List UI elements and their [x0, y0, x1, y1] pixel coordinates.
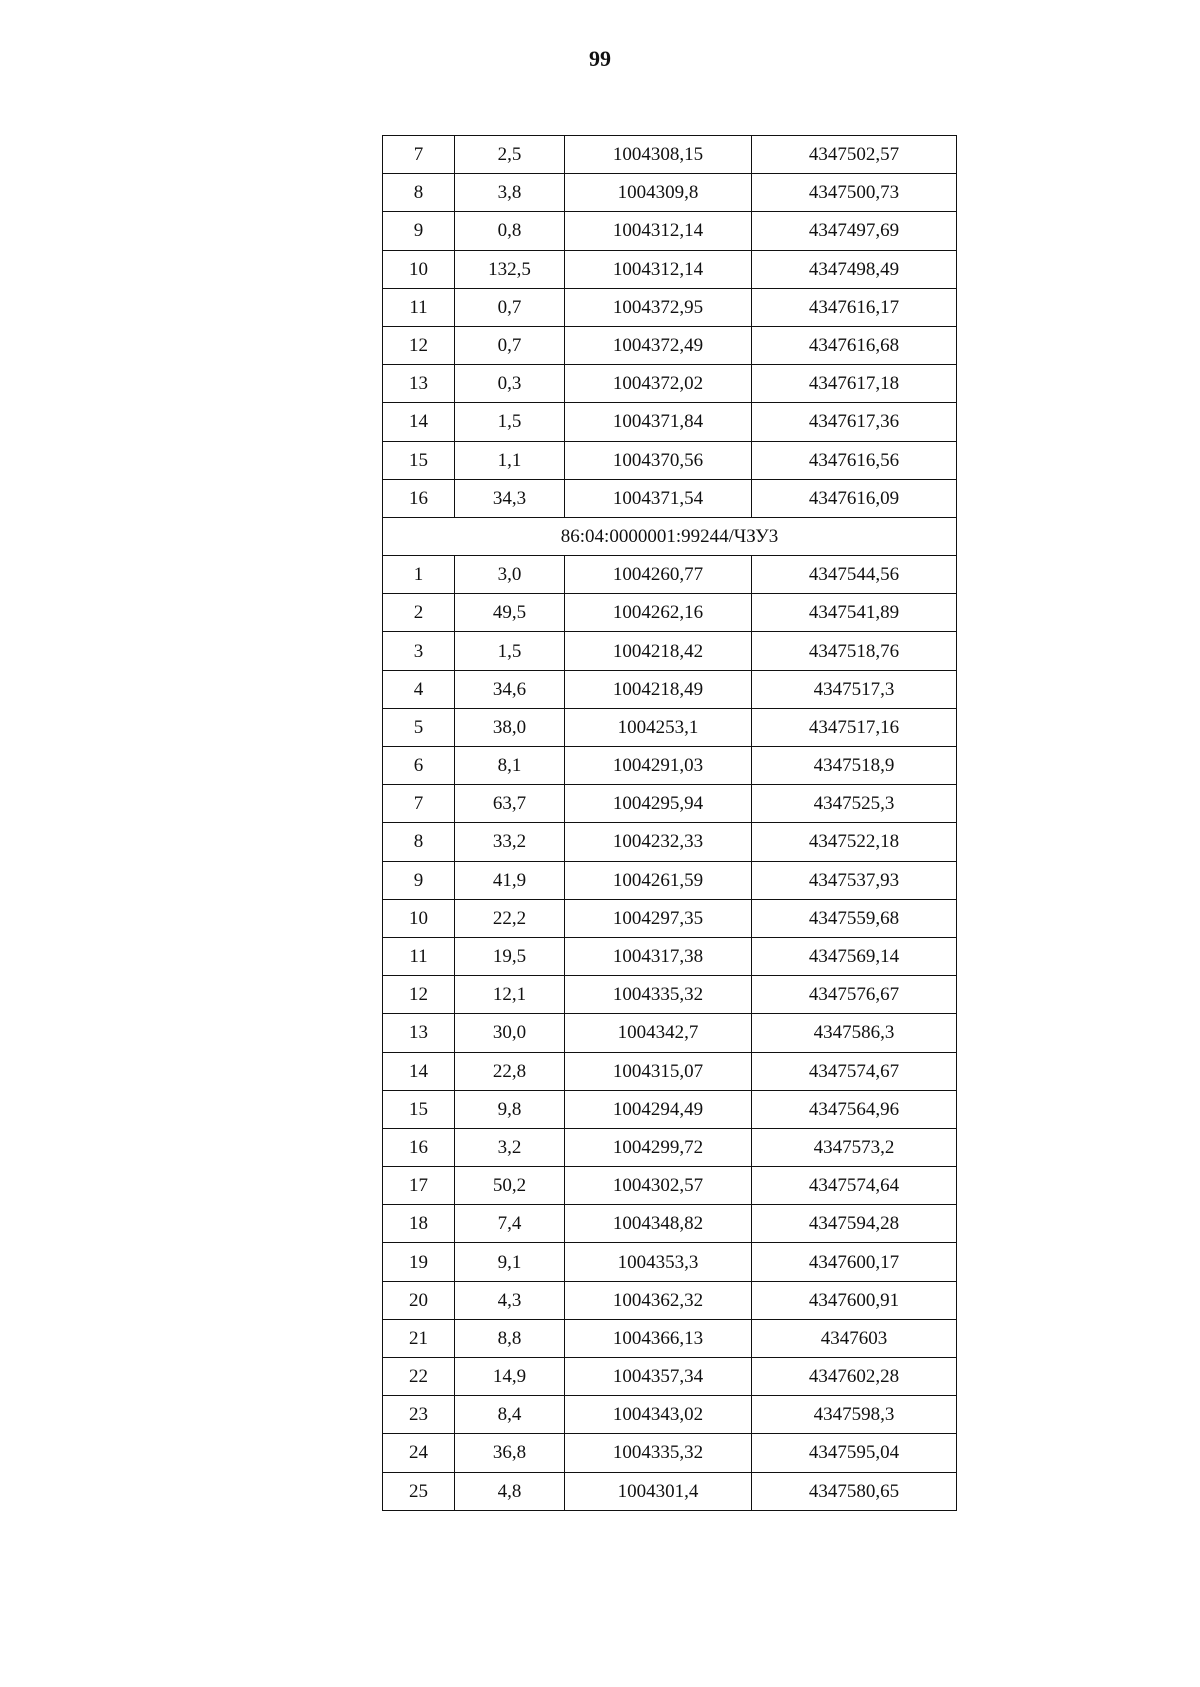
table-row [383, 1167, 957, 1205]
distance-cell: 19,5 [455, 937, 565, 975]
point-number-cell: 14 [383, 403, 455, 441]
y-coordinate-cell: 4347544,56 [752, 556, 957, 594]
x-coordinate-cell: 1004309,8 [565, 174, 752, 212]
distance-cell: 22,8 [455, 1052, 565, 1090]
point-number-cell: 5 [383, 708, 455, 746]
table-row [383, 1014, 957, 1052]
y-coordinate-cell: 4347602,28 [752, 1358, 957, 1396]
point-number-cell: 19 [383, 1243, 455, 1281]
y-coordinate-cell: 4347603 [752, 1319, 957, 1357]
table-row [383, 174, 957, 212]
point-number-cell: 7 [383, 785, 455, 823]
y-coordinate-cell: 4347522,18 [752, 823, 957, 861]
point-number-cell: 8 [383, 823, 455, 861]
point-number-cell: 11 [383, 937, 455, 975]
point-number-cell: 10 [383, 899, 455, 937]
x-coordinate-cell: 1004343,02 [565, 1396, 752, 1434]
distance-cell: 34,6 [455, 670, 565, 708]
point-number-cell: 9 [383, 212, 455, 250]
x-coordinate-cell: 1004312,14 [565, 212, 752, 250]
table-row [383, 403, 957, 441]
table-row [383, 632, 957, 670]
distance-cell: 9,1 [455, 1243, 565, 1281]
table-row [383, 708, 957, 746]
point-number-cell: 20 [383, 1281, 455, 1319]
y-coordinate-cell: 4347594,28 [752, 1205, 957, 1243]
distance-cell: 36,8 [455, 1434, 565, 1472]
table-row [383, 441, 957, 479]
point-number-cell: 16 [383, 1128, 455, 1166]
point-number-cell: 6 [383, 747, 455, 785]
point-number-cell: 7 [383, 136, 455, 174]
x-coordinate-cell: 1004335,32 [565, 1434, 752, 1472]
section-header-row [383, 517, 957, 555]
x-coordinate-cell: 1004312,14 [565, 250, 752, 288]
x-coordinate-cell: 1004297,35 [565, 899, 752, 937]
y-coordinate-cell: 4347517,3 [752, 670, 957, 708]
distance-cell: 2,5 [455, 136, 565, 174]
x-coordinate-cell: 1004291,03 [565, 747, 752, 785]
table-row [383, 823, 957, 861]
distance-cell: 3,2 [455, 1128, 565, 1166]
distance-cell: 0,7 [455, 326, 565, 364]
table-row [383, 479, 957, 517]
table-row [383, 1281, 957, 1319]
distance-cell: 30,0 [455, 1014, 565, 1052]
x-coordinate-cell: 1004253,1 [565, 708, 752, 746]
x-coordinate-cell: 1004262,16 [565, 594, 752, 632]
y-coordinate-cell: 4347525,3 [752, 785, 957, 823]
distance-cell: 14,9 [455, 1358, 565, 1396]
table-row [383, 1052, 957, 1090]
distance-cell: 50,2 [455, 1167, 565, 1205]
x-coordinate-cell: 1004372,49 [565, 326, 752, 364]
distance-cell: 4,8 [455, 1472, 565, 1510]
x-coordinate-cell: 1004317,38 [565, 937, 752, 975]
table-row [383, 785, 957, 823]
table-row [383, 1358, 957, 1396]
y-coordinate-cell: 4347502,57 [752, 136, 957, 174]
y-coordinate-cell: 4347564,96 [752, 1090, 957, 1128]
point-number-cell: 25 [383, 1472, 455, 1510]
table-row [383, 1396, 957, 1434]
table-row [383, 1319, 957, 1357]
distance-cell: 34,3 [455, 479, 565, 517]
distance-cell: 33,2 [455, 823, 565, 861]
y-coordinate-cell: 4347616,68 [752, 326, 957, 364]
distance-cell: 0,8 [455, 212, 565, 250]
point-number-cell: 15 [383, 1090, 455, 1128]
table-row [383, 1243, 957, 1281]
table-row [383, 594, 957, 632]
point-number-cell: 13 [383, 1014, 455, 1052]
point-number-cell: 10 [383, 250, 455, 288]
x-coordinate-cell: 1004348,82 [565, 1205, 752, 1243]
x-coordinate-cell: 1004294,49 [565, 1090, 752, 1128]
table-row [383, 365, 957, 403]
distance-cell: 0,7 [455, 288, 565, 326]
table-row [383, 288, 957, 326]
table-row [383, 250, 957, 288]
y-coordinate-cell: 4347600,17 [752, 1243, 957, 1281]
x-coordinate-cell: 1004371,54 [565, 479, 752, 517]
point-number-cell: 12 [383, 976, 455, 1014]
y-coordinate-cell: 4347559,68 [752, 899, 957, 937]
y-coordinate-cell: 4347537,93 [752, 861, 957, 899]
table-row [383, 1434, 957, 1472]
point-number-cell: 17 [383, 1167, 455, 1205]
table-row [383, 1472, 957, 1510]
distance-cell: 9,8 [455, 1090, 565, 1128]
point-number-cell: 1 [383, 556, 455, 594]
y-coordinate-cell: 4347616,17 [752, 288, 957, 326]
table-row [383, 1205, 957, 1243]
y-coordinate-cell: 4347617,18 [752, 365, 957, 403]
x-coordinate-cell: 1004218,49 [565, 670, 752, 708]
y-coordinate-cell: 4347600,91 [752, 1281, 957, 1319]
point-number-cell: 18 [383, 1205, 455, 1243]
table-row [383, 212, 957, 250]
point-number-cell: 8 [383, 174, 455, 212]
coordinates-table [382, 135, 957, 1511]
y-coordinate-cell: 4347500,73 [752, 174, 957, 212]
x-coordinate-cell: 1004372,02 [565, 365, 752, 403]
distance-cell: 0,3 [455, 365, 565, 403]
table-row [383, 1090, 957, 1128]
x-coordinate-cell: 1004342,7 [565, 1014, 752, 1052]
y-coordinate-cell: 4347518,76 [752, 632, 957, 670]
y-coordinate-cell: 4347498,49 [752, 250, 957, 288]
x-coordinate-cell: 1004302,57 [565, 1167, 752, 1205]
distance-cell: 41,9 [455, 861, 565, 899]
x-coordinate-cell: 1004353,3 [565, 1243, 752, 1281]
point-number-cell: 24 [383, 1434, 455, 1472]
x-coordinate-cell: 1004371,84 [565, 403, 752, 441]
point-number-cell: 13 [383, 365, 455, 403]
distance-cell: 8,8 [455, 1319, 565, 1357]
y-coordinate-cell: 4347616,09 [752, 479, 957, 517]
point-number-cell: 12 [383, 326, 455, 364]
x-coordinate-cell: 1004301,4 [565, 1472, 752, 1510]
x-coordinate-cell: 1004315,07 [565, 1052, 752, 1090]
distance-cell: 49,5 [455, 594, 565, 632]
y-coordinate-cell: 4347580,65 [752, 1472, 957, 1510]
y-coordinate-cell: 4347576,67 [752, 976, 957, 1014]
point-number-cell: 21 [383, 1319, 455, 1357]
y-coordinate-cell: 4347574,67 [752, 1052, 957, 1090]
distance-cell: 1,1 [455, 441, 565, 479]
y-coordinate-cell: 4347497,69 [752, 212, 957, 250]
table-row [383, 861, 957, 899]
distance-cell: 1,5 [455, 632, 565, 670]
point-number-cell: 14 [383, 1052, 455, 1090]
x-coordinate-cell: 1004308,15 [565, 136, 752, 174]
table-row [383, 1128, 957, 1166]
point-number-cell: 4 [383, 670, 455, 708]
table-row [383, 326, 957, 364]
x-coordinate-cell: 1004295,94 [565, 785, 752, 823]
point-number-cell: 15 [383, 441, 455, 479]
x-coordinate-cell: 1004362,32 [565, 1281, 752, 1319]
y-coordinate-cell: 4347598,3 [752, 1396, 957, 1434]
distance-cell: 4,3 [455, 1281, 565, 1319]
y-coordinate-cell: 4347541,89 [752, 594, 957, 632]
coordinates-table-body [383, 136, 957, 1511]
distance-cell: 8,1 [455, 747, 565, 785]
table-row [383, 136, 957, 174]
x-coordinate-cell: 1004218,42 [565, 632, 752, 670]
x-coordinate-cell: 1004260,77 [565, 556, 752, 594]
x-coordinate-cell: 1004299,72 [565, 1128, 752, 1166]
x-coordinate-cell: 1004372,95 [565, 288, 752, 326]
distance-cell: 12,1 [455, 976, 565, 1014]
point-number-cell: 3 [383, 632, 455, 670]
distance-cell: 22,2 [455, 899, 565, 937]
y-coordinate-cell: 4347517,16 [752, 708, 957, 746]
point-number-cell: 11 [383, 288, 455, 326]
distance-cell: 63,7 [455, 785, 565, 823]
y-coordinate-cell: 4347518,9 [752, 747, 957, 785]
page-number: 99 [589, 46, 611, 71]
x-coordinate-cell: 1004370,56 [565, 441, 752, 479]
table-row [383, 556, 957, 594]
point-number-cell: 9 [383, 861, 455, 899]
cadastral-number-header: 86:04:0000001:99244/ЧЗУ3 [383, 517, 957, 555]
table-row [383, 670, 957, 708]
table-row [383, 937, 957, 975]
y-coordinate-cell: 4347616,56 [752, 441, 957, 479]
table-row [383, 747, 957, 785]
distance-cell: 8,4 [455, 1396, 565, 1434]
x-coordinate-cell: 1004366,13 [565, 1319, 752, 1357]
point-number-cell: 2 [383, 594, 455, 632]
y-coordinate-cell: 4347595,04 [752, 1434, 957, 1472]
distance-cell: 3,0 [455, 556, 565, 594]
y-coordinate-cell: 4347574,64 [752, 1167, 957, 1205]
x-coordinate-cell: 1004357,34 [565, 1358, 752, 1396]
point-number-cell: 23 [383, 1396, 455, 1434]
x-coordinate-cell: 1004232,33 [565, 823, 752, 861]
distance-cell: 132,5 [455, 250, 565, 288]
y-coordinate-cell: 4347569,14 [752, 937, 957, 975]
point-number-cell: 22 [383, 1358, 455, 1396]
distance-cell: 1,5 [455, 403, 565, 441]
y-coordinate-cell: 4347617,36 [752, 403, 957, 441]
y-coordinate-cell: 4347573,2 [752, 1128, 957, 1166]
table-row [383, 899, 957, 937]
x-coordinate-cell: 1004335,32 [565, 976, 752, 1014]
y-coordinate-cell: 4347586,3 [752, 1014, 957, 1052]
x-coordinate-cell: 1004261,59 [565, 861, 752, 899]
point-number-cell: 16 [383, 479, 455, 517]
distance-cell: 38,0 [455, 708, 565, 746]
table-row [383, 976, 957, 1014]
distance-cell: 3,8 [455, 174, 565, 212]
distance-cell: 7,4 [455, 1205, 565, 1243]
